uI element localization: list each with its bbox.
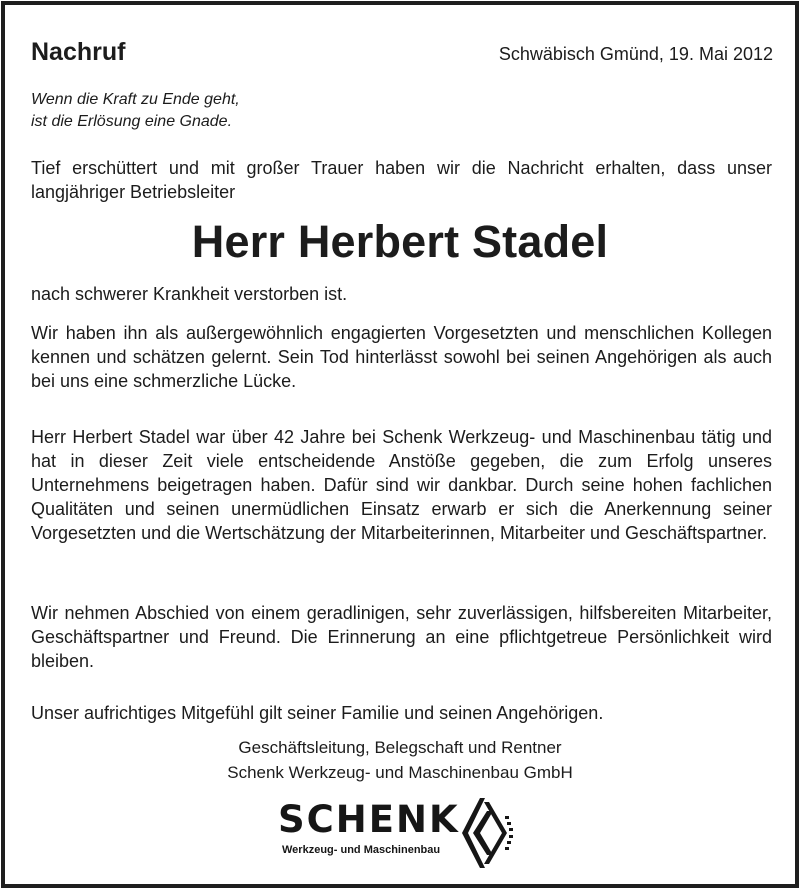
quote-line-1: Wenn die Kraft zu Ende geht, — [31, 91, 240, 108]
logo-subtitle: Werkzeug- und Maschinenbau — [282, 844, 441, 856]
notice-title: Nachruf — [31, 38, 126, 66]
signature — [0, 735, 800, 785]
signature-line-2: Schenk Werkzeug- und Maschinenbau GmbH — [227, 763, 573, 782]
deceased-name: Herr Herbert Stadel — [191, 216, 609, 267]
intro-paragraph: Tief erschüttert und mit großer Trauer haben wir die Nachricht erhalten, dass unser langjähriger Betriebsleiter — [31, 158, 772, 202]
quote — [31, 89, 431, 133]
after-name-text: nach schwerer Krankheit verstorben ist. — [31, 284, 348, 304]
paragraph-4: Unser aufrichtiges Mitgefühl gilt seiner Familie und seinen Angehörigen. — [31, 703, 604, 723]
paragraph-1: Wir haben ihn als außergewöhnlich engagierten Vorgesetzten und menschlichen Kollegen kennen und schätzen gelernt. Sein Tod hinterlässt sowohl bei seinen Angehörigen als auch bei uns eine schmerzliche Lücke. — [31, 323, 772, 391]
schenk-gear-mark-icon — [458, 796, 516, 870]
paragraph-3: Wir nehmen Abschied von einem geradlinigen, sehr zuverlässigen, hilfsbereiten Mitarbeiter, Geschäftspartner und Freund. Die Erinnerung an eine pflichtgetreue Persönlichkeit wird bleiben. — [31, 603, 772, 671]
paragraph-2: Herr Herbert Stadel war über 42 Jahre bei Schenk Werkzeug- und Maschinenbau tätig und hat in dieser Zeit viele entscheidende Anstöße gegeben, die zum Erfolg unseres Unternehmens beigetragen haben. Dafür sind wir dankbar. Durch seine hohen fachlichen Qualitäten und seinen unermüdlichen Einsatz erwarb er sich die Anerkennung seiner Vorgesetzten und die Wertschätzung der Mitarbeiterinnen, Mitarbeiter und Geschäftspartner. — [31, 427, 772, 543]
place-date: Schwäbisch Gmünd, 19. Mai 2012 — [498, 44, 773, 64]
signature-line-1: Geschäftsleitung, Belegschaft und Rentner — [238, 738, 562, 757]
company-logo — [278, 796, 518, 870]
logo-wordmark: SCHENK — [278, 798, 460, 841]
quote-line-2: ist die Erlösung eine Gnade. — [31, 113, 233, 130]
